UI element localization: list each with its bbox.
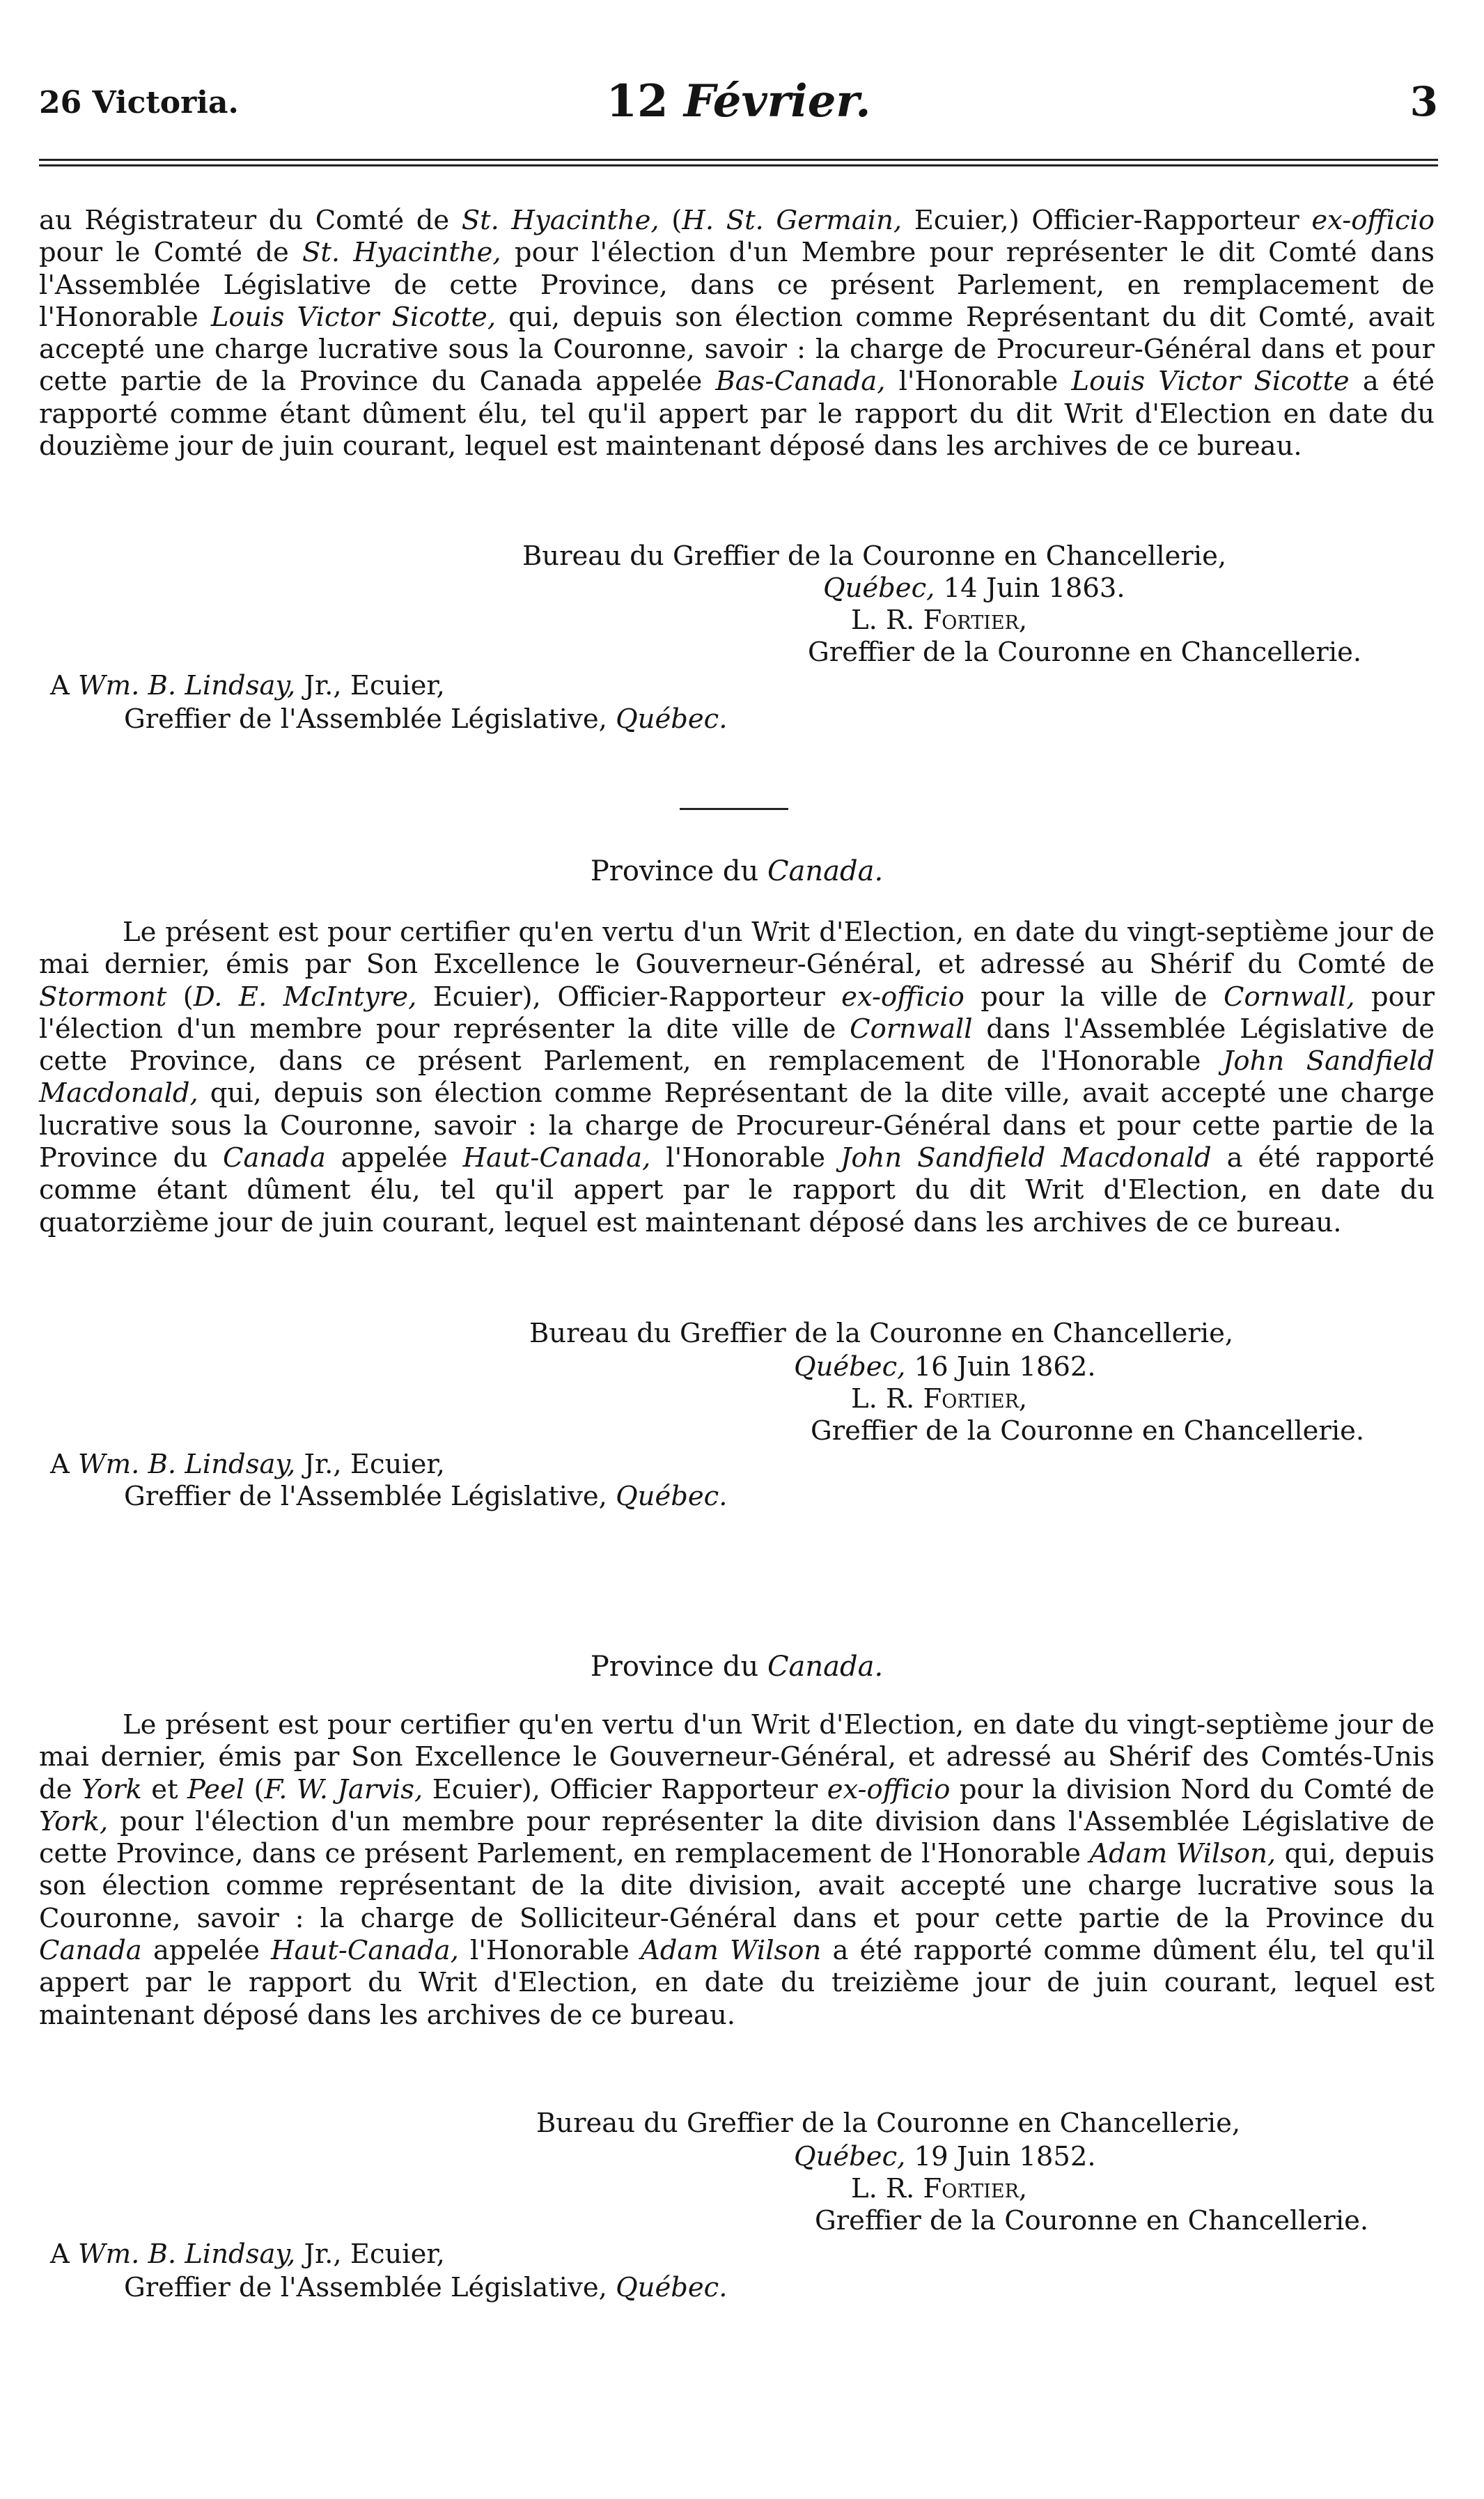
- italic-text-segment: Louis Victor Sicotte: [1071, 366, 1350, 398]
- text-segment: dans l'Assemblée Législative de cette Province, dans ce présent Parlement, en remplacement de l'Honorable: [39, 1013, 1435, 1077]
- session-label: 26 Victoria.: [39, 85, 239, 120]
- text-segment: au Régistrateur du Comté de: [39, 205, 462, 236]
- italic-text-segment: Haut-Canada,: [271, 1935, 459, 1967]
- text-segment: l'Honorable: [650, 1142, 841, 1174]
- italic-text-segment: Stormont: [39, 981, 167, 1013]
- text-segment: qui, depuis son élection comme Représentant de la dite ville, avait accepté une charge lucrative sous la Couronne, savoir : la charge de Procureur-Général dans et pour cette partie de la Province du: [39, 1077, 1435, 1174]
- notice-3-heading-prefix: Province du: [590, 1651, 767, 1683]
- notice-2-bureau: Bureau du Greffier de la Couronne en Chancellerie,: [529, 1318, 1234, 1349]
- text-segment: pour la division Nord du Comté de: [950, 1773, 1435, 1805]
- notice-1-to-title: Greffier de l'Assemblée Législative,: [124, 703, 616, 735]
- notice-2-heading-italic: Canada.: [767, 855, 884, 887]
- notice-1-signer-name: Fortier,: [923, 605, 1028, 636]
- notice-3-addressee: [50, 2239, 445, 2271]
- date-heading-number: 12: [606, 75, 669, 127]
- italic-text-segment: Cornwall: [850, 1013, 973, 1045]
- italic-text-segment: Haut-Canada,: [462, 1142, 651, 1174]
- notice-2-to-a: A: [50, 1449, 79, 1480]
- italic-text-segment: Bas-Canada,: [715, 366, 886, 398]
- notice-1-dateline: [823, 573, 1125, 605]
- italic-text-segment: D. E. McIntyre,: [193, 981, 417, 1013]
- text-segment: pour l'élection d'un membre pour représenter la dite division dans l'Assemblée Législative de cette Province, dans ce présent Parlement, en remplacement de l'Honorable: [39, 1805, 1435, 1870]
- date-heading: [39, 75, 1438, 127]
- italic-text-segment: Adam Wilson,: [1089, 1838, 1276, 1870]
- italic-text-segment: H. St. Germain,: [682, 205, 903, 236]
- notice-1-bureau: Bureau du Greffier de la Couronne en Chancellerie,: [522, 540, 1227, 572]
- notice-1-signer-title: Greffier de la Couronne en Chancellerie.: [808, 637, 1362, 668]
- notice-1: [39, 205, 1435, 462]
- notice-3-place: Québec,: [794, 2141, 906, 2172]
- notice-3-date: 19 Juin 1852.: [914, 2141, 1096, 2172]
- italic-text-segment: St. Hyacinthe,: [461, 205, 659, 236]
- notice-1-addressee: [50, 670, 445, 702]
- notice-2-signer: [851, 1383, 1027, 1415]
- italic-text-segment: York,: [39, 1805, 109, 1837]
- text-segment: Le présent est pour certifier qu'en vertu d'un Writ d'Election, en date du vingt-septième jour de mai dernier, émis par Son Excellence le Gouverneur-Général, et adressé au Shérif des Comtés-Unis de: [39, 1709, 1435, 1805]
- italic-text-segment: John Sandfield Macdonald,: [39, 1045, 1435, 1110]
- text-segment: pour l'élection d'un Membre pour représenter le dit Comté dans l'Assemblée Législative de cette Province, dans ce présent Parlement, en remplacement de l'Honorable: [39, 237, 1435, 333]
- notice-1-signer-initials: L. R.: [851, 605, 923, 636]
- text-segment: Le présent est pour certifier qu'en vertu d'un Writ d'Election, en date du vingt-septième jour de mai dernier, émis par Son Excellence le Gouverneur-Général, et adressé au Shérif du Comté de: [39, 917, 1435, 981]
- notice-2-heading-prefix: Province du: [590, 855, 767, 887]
- text-segment: appelée: [141, 1935, 272, 1967]
- header-rule-top: [39, 159, 1438, 161]
- italic-text-segment: Canada: [39, 1935, 142, 1967]
- notice-3-signer-title: Greffier de la Couronne en Chancellerie.: [815, 2205, 1369, 2236]
- notice-2-place: Québec,: [794, 1351, 906, 1383]
- notice-2-to-name: Wm. B. Lindsay,: [78, 1449, 296, 1480]
- notice-3-signer-name: Fortier,: [923, 2173, 1028, 2204]
- notice-1-place: Québec,: [823, 573, 935, 604]
- text-segment: Ecuier), Officier Rapporteur: [423, 1773, 827, 1805]
- page-number: 3: [1409, 78, 1438, 125]
- notice-3-to-suffix: Jr., Ecuier,: [295, 2239, 445, 2270]
- notice-2-addressee-title: [124, 1481, 727, 1513]
- date-heading-month: Février.: [683, 75, 871, 127]
- italic-text-segment: York: [81, 1773, 142, 1805]
- notice-2-signer-name: Fortier,: [923, 1383, 1028, 1415]
- notice-3: [39, 1709, 1435, 2032]
- notice-2-to-place: Québec.: [616, 1481, 728, 1512]
- italic-text-segment: Peel: [187, 1773, 245, 1805]
- text-segment: l'Honorable: [885, 366, 1072, 398]
- notice-1-signer: [851, 605, 1027, 637]
- notice-1-to-place: Québec.: [616, 703, 728, 735]
- notice-3-signer: [851, 2173, 1027, 2205]
- text-segment: (: [244, 1773, 265, 1805]
- notice-2-signer-title: Greffier de la Couronne en Chancellerie.: [811, 1415, 1365, 1447]
- notice-1-date: 14 Juin 1863.: [943, 573, 1125, 604]
- notice-3-heading-italic: Canada.: [767, 1651, 884, 1683]
- notice-2-body: [39, 917, 1435, 1239]
- notice-1-to-suffix: Jr., Ecuier,: [295, 670, 445, 701]
- text-segment: et: [141, 1773, 187, 1805]
- italic-text-segment: ex-officio: [841, 981, 964, 1013]
- text-segment: l'Honorable: [458, 1935, 641, 1967]
- notice-1-to-name: Wm. B. Lindsay,: [78, 670, 296, 701]
- notice-2: [39, 917, 1435, 1239]
- notice-2-to-title: Greffier de l'Assemblée Législative,: [124, 1481, 616, 1512]
- text-segment: pour le Comté de: [39, 237, 303, 269]
- text-segment: (: [659, 205, 682, 236]
- notice-3-to-name: Wm. B. Lindsay,: [78, 2239, 296, 2270]
- text-segment: pour la ville de: [964, 981, 1224, 1013]
- notice-3-signer-initials: L. R.: [851, 2173, 923, 2204]
- text-segment: qui, depuis son élection comme Représentant du dit Comté, avait accepté une charge lucrative sous la Couronne, savoir : la charge de Procureur-Général dans et pour cette partie de la Province du Canada appelée: [39, 301, 1435, 398]
- notice-3-bureau: Bureau du Greffier de la Couronne en Chancellerie,: [536, 2108, 1241, 2139]
- header-rule-bottom: [39, 164, 1438, 166]
- text-segment: appelée: [325, 1142, 463, 1174]
- italic-text-segment: St. Hyacinthe,: [302, 237, 501, 269]
- notice-3-to-a: A: [50, 2239, 79, 2270]
- italic-text-segment: John Sandfield Macdonald: [840, 1142, 1212, 1174]
- notice-1-addressee-title: [124, 703, 727, 735]
- italic-text-segment: Canada: [223, 1142, 326, 1174]
- notice-3-body: [39, 1709, 1435, 2032]
- notice-2-to-suffix: Jr., Ecuier,: [295, 1449, 445, 1480]
- notice-2-date: 16 Juin 1862.: [914, 1351, 1096, 1383]
- text-segment: Ecuier), Officier-Rapporteur: [416, 981, 842, 1013]
- notice-3-addressee-title: [124, 2272, 727, 2304]
- notice-3-to-title: Greffier de l'Assemblée Législative,: [124, 2272, 616, 2303]
- running-head: [39, 75, 1438, 127]
- italic-text-segment: Louis Victor Sicotte,: [210, 301, 497, 333]
- text-segment: a été rapporté comme étant dûment élu, tel qu'il appert par le rapport du dit Writ d'Election en date du douzième jour de juin courant, lequel est maintenant déposé dans les archives de ce bureau.: [39, 366, 1435, 462]
- text-segment: a été rapporté comme dûment élu, tel qu'il appert par le rapport du Writ d'Election, en date du treizième jour de juin courant, lequel est maintenant déposé dans les archives de ce bureau.: [39, 1935, 1435, 2031]
- notice-1-body: [39, 205, 1435, 462]
- notice-3-to-place: Québec.: [616, 2272, 728, 2303]
- notice-3-heading: [39, 1651, 1435, 1683]
- notice-1-to-a: A: [50, 670, 79, 701]
- notice-2-signer-initials: L. R.: [851, 1383, 923, 1415]
- italic-text-segment: Cornwall,: [1223, 981, 1355, 1013]
- text-segment: qui, depuis son élection comme représentant de la dite division, avait accepté une charge lucrative sous la Couronne, savoir : la charge de Solliciteur-Général dans et pour cette partie de la Province du: [39, 1838, 1435, 1934]
- notice-2-addressee: [50, 1449, 445, 1481]
- notice-2-heading: [39, 855, 1435, 887]
- section-divider-1: [680, 808, 788, 810]
- italic-text-segment: ex-officio: [1311, 205, 1435, 236]
- notice-3-dateline: [794, 2141, 1096, 2173]
- text-segment: pour l'élection d'un membre pour représenter la dite ville de: [39, 981, 1435, 1045]
- notice-2-dateline: [794, 1351, 1096, 1383]
- italic-text-segment: F. W. Jarvis,: [264, 1773, 423, 1805]
- text-segment: Ecuier,) Officier-Rapporteur: [902, 205, 1312, 236]
- italic-text-segment: Adam Wilson: [640, 1935, 822, 1967]
- italic-text-segment: ex-officio: [827, 1773, 951, 1805]
- text-segment: a été rapporté comme étant dûment élu, tel qu'il appert par le rapport du dit Writ d'Election, en date du quatorzième jour de juin courant, lequel est maintenant déposé dans les archives de ce bureau.: [39, 1142, 1435, 1238]
- text-segment: (: [166, 981, 194, 1013]
